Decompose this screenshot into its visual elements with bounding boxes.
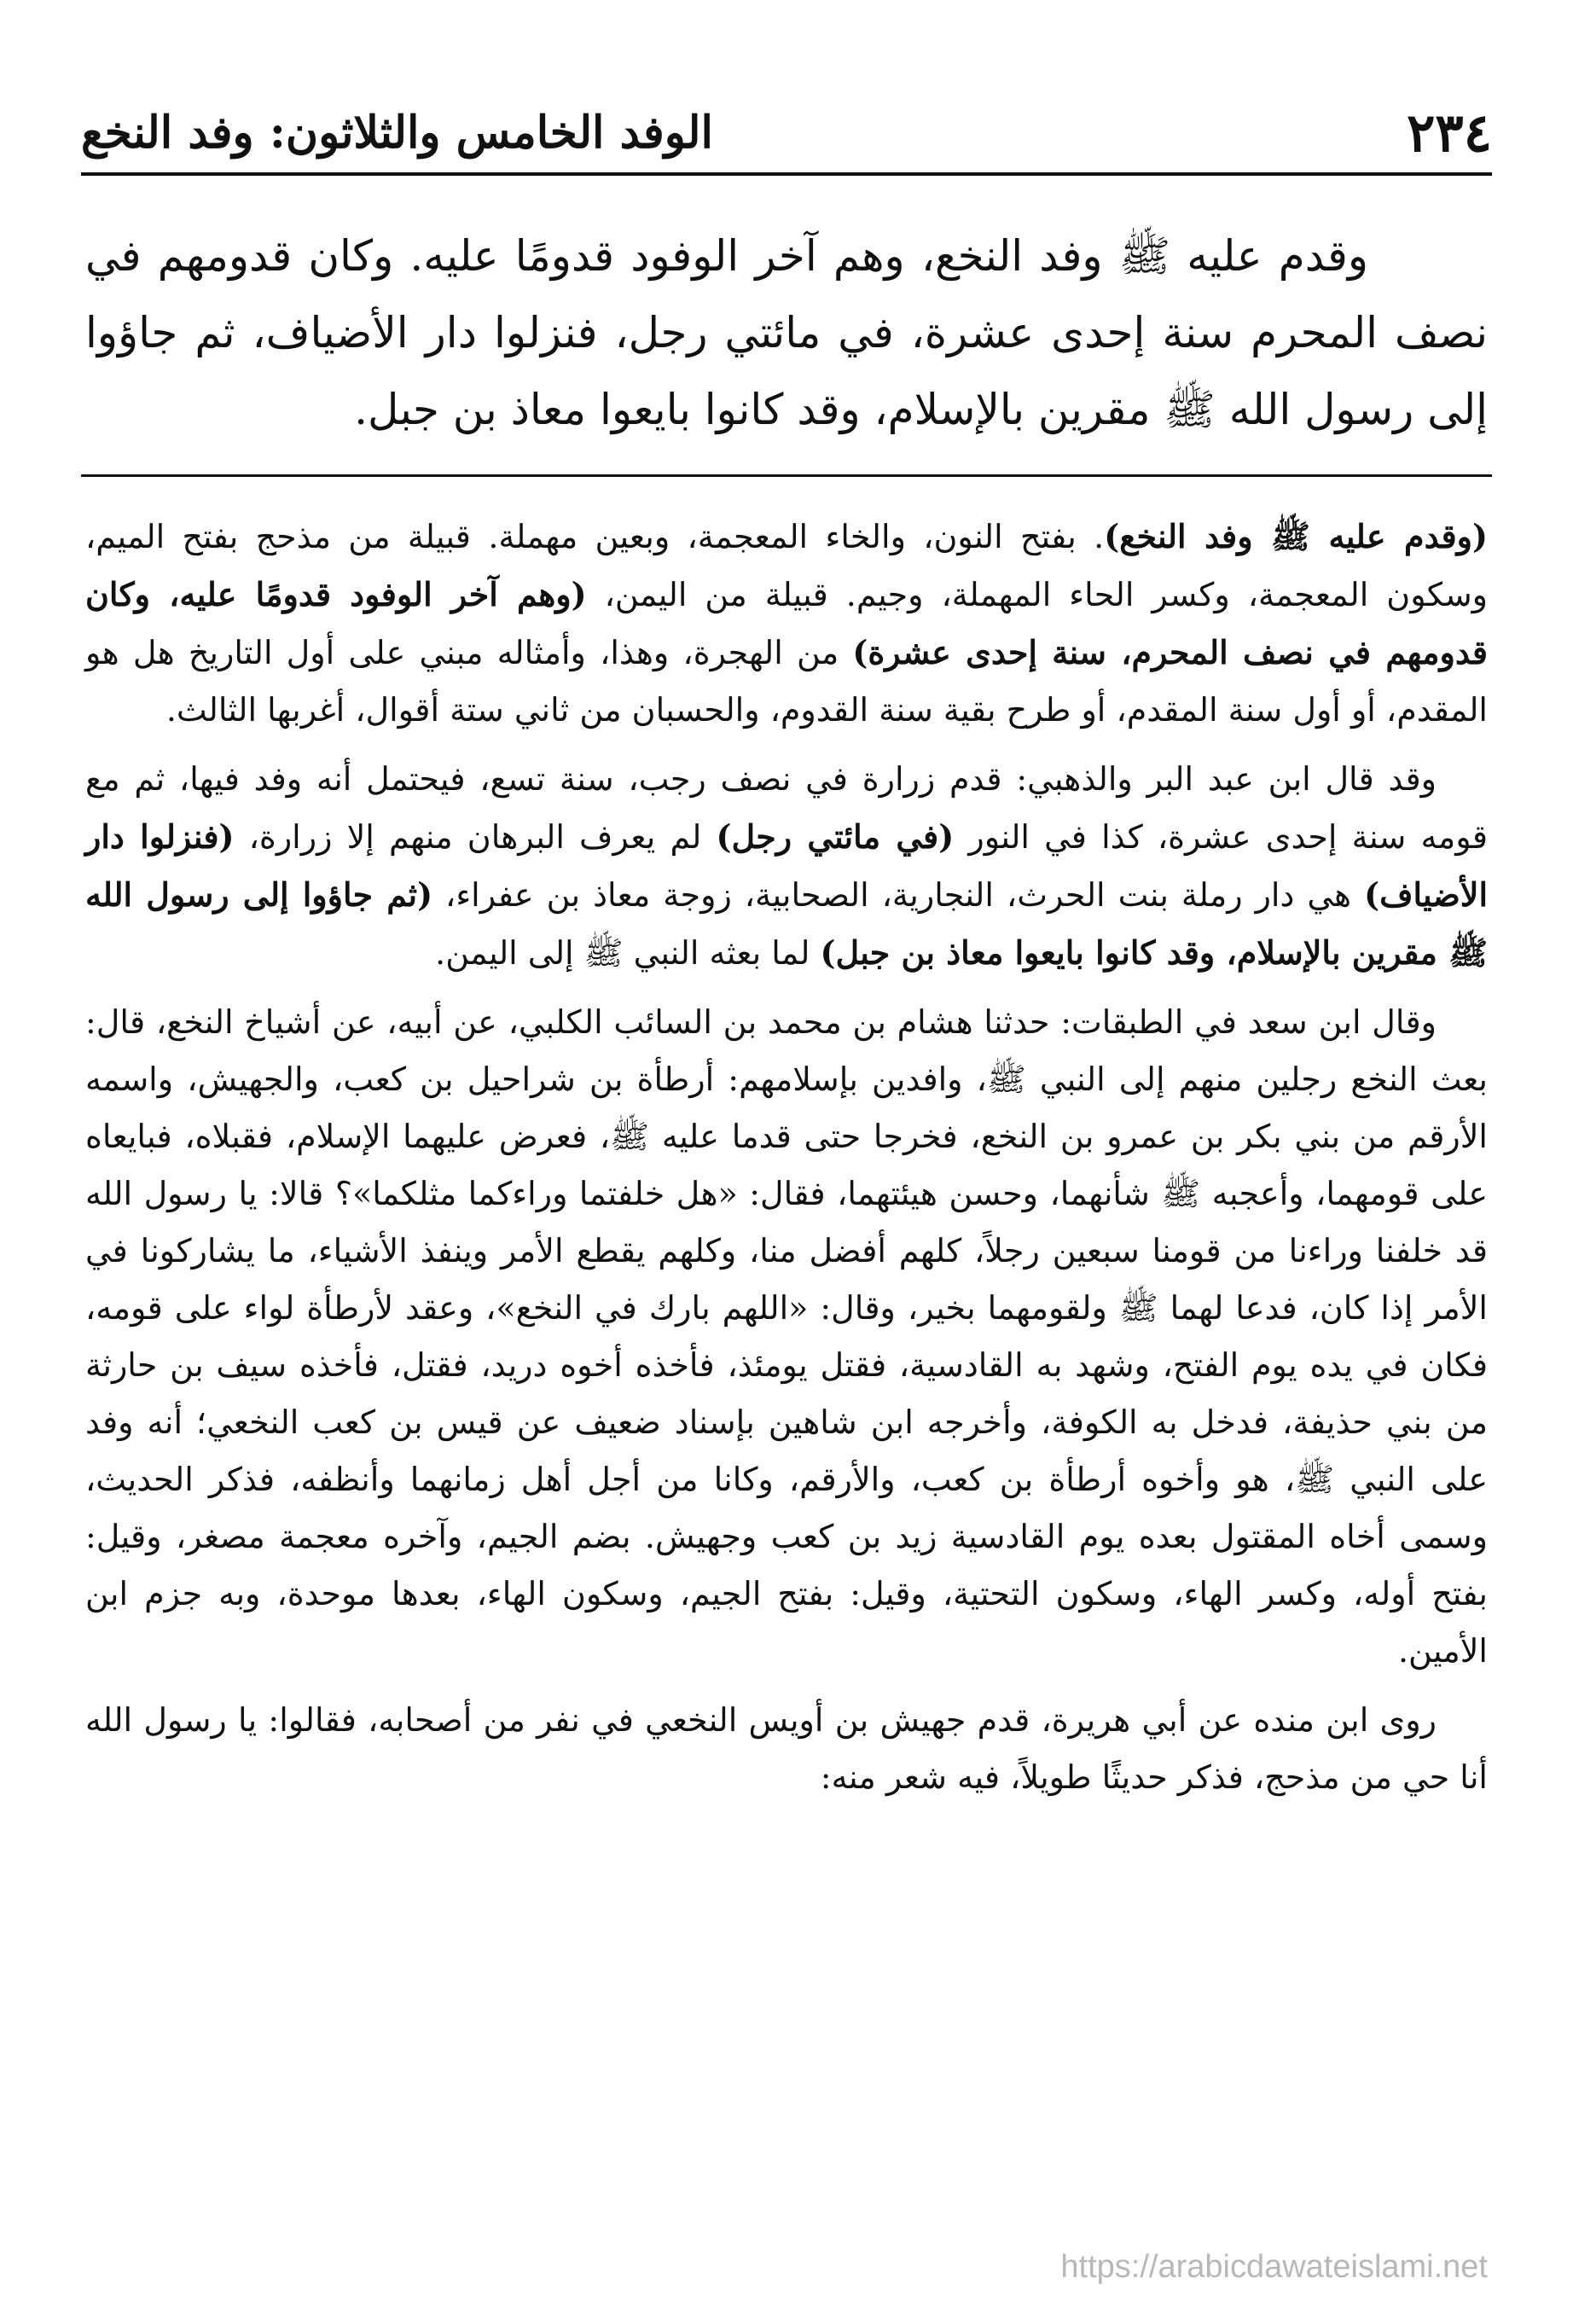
commentary-paragraph-3: وقال ابن سعد في الطبقات: حدثنا هشام بن محمد بن السائب الكلبي، عن أبيه، عن أشياخ النخع، قال: بعث النخع رجلين منهم إلى النبي ﷺ، وافدين بإسلامهم: أرطأة بن شراحيل بن كعب، والجهيش، واسمه الأرقم من بني بكر بن عمرو بن النخع، فخرجا حتى قدما عليه ﷺ، فعرض عليهما الإسلام، فقبلاه، فبايعاه على قومهما، وأعجبه ﷺ شأنهما، وحسن هيئتهما، فقال: «هل خلفتما وراءكما مثلكما»؟ قالا: يا رسول الله قد خلفنا وراءنا من قومنا سبعين رجلاً، كلهم أفضل منا، وكلهم يقطع الأمر وينفذ الأشياء، ما يشاركونا في الأمر إذا كان، فدعا لهما ﷺ ولقومهما بخير، وقال: «اللهم بارك في النخع»، وعقد لأرطأة لواء على قومه، فكان في يده يوم الفتح، وشهد به القادسية، فقتل يومئذ، فأخذه أخوه دريد، فقتل، فأخذه سيف بن حارثة من بني حذيفة، فدخل به الكوفة، وأخرجه ابن شاهين بإسناد ضعيف عن قيس بن كعب النخعي؛ أنه وفد على النبي ﷺ، هو وأخوه أرطأة بن كعب، والأرقم، وكانا من أجل أهل زمانهما وأنظفه، فذكر الحديث، وسمى أخاه المقتول بعده يوم القادسية زيد بن كعب وجهيش. بضم الجيم، وآخره معجمة مصغر، وقيل: بفتح أوله، وكسر الهاء، وسكون التحتية، وقيل: بفتح الجيم، وسكون الهاء، بعدها موحدة، وبه جزم ابن الأمين.: [85, 1003, 1488, 1670]
commentary-text-run: . بفتح النون، والخاء المعجمة، وبعين مهملة. قبيلة من مذحج بفتح الميم، وسكون المعجمة، وكسر الحاء المهملة، وجيم. قبيلة من اليمن،: [85, 518, 1489, 613]
main-paragraph: وقدم عليه ﷺ وفد النخع، وهم آخر الوفود قدومًا عليه. وكان قدومهم في نصف المحرم سنة إحدى عشرة، في مائتي رجل، فنزلوا دار الأضياف، ثم جاؤوا إلى رسول الله ﷺ مقرين بالإسلام، وقد كانوا بايعوا معاذ بن جبل.: [85, 231, 1488, 434]
quoted-phrase: (فنزلوا دار الأضياف): [85, 817, 1489, 914]
commentary-text-run: هي دار رملة بنت الحرث، النجارية، الصحابية، زوجة معاذ بن عفراء،: [432, 876, 1365, 914]
commentary-paragraph-4: روى ابن منده عن أبي هريرة، قدم جهيش بن أويس النخعي في نفر من أصحابه، فقالوا: يا رسول الله أنا حي من مذحج، فذكر حديثًا طويلاً، فيه شعر منه:: [85, 1701, 1488, 1796]
main-text: [85, 218, 1488, 448]
watermark-url: https://arabicdawateislami.net: [1060, 2249, 1488, 2285]
commentary-paragraph-2: [85, 751, 1488, 982]
running-title: الوفد الخامس والثلاثون: وفد النخع: [81, 106, 713, 159]
quoted-phrase: (وهم آخر الوفود قدومًا عليه، وكان قدومهم في نصف المحرم، سنة إحدى عشرة): [85, 575, 1488, 671]
commentary-text-run: من الهجرة، وهذا، وأمثاله مبني على أول التاريخ هل هو المقدم، أو أول سنة المقدم، أو طرح بقية سنة القدوم، والحسبان من ثاني ستة أقوال، أغربها الثالث.: [85, 634, 1488, 729]
quoted-phrase: (في مائتي رجل): [716, 817, 955, 856]
commentary-divider: [81, 474, 1492, 477]
quoted-phrase: (ثم جاؤوا إلى رسول الله ﷺ مقرين بالإسلام، وقد كانوا بايعوا معاذ بن جبل): [85, 875, 1488, 972]
commentary-text: [85, 508, 1488, 1818]
commentary-text-run: لما بعثه النبي ﷺ إلى اليمن.: [435, 934, 821, 972]
quoted-phrase: (وقدم عليه ﷺ وفد النخع): [1104, 517, 1489, 555]
commentary-text-run: وقد قال ابن عبد البر والذهبي: قدم زرارة في نصف رجب، سنة تسع، فيحتمل أنه وفد فيها، ثم مع قومه سنة إحدى عشرة، كذا في النور: [85, 760, 1489, 856]
page-number: ٢٣٤: [1407, 101, 1492, 164]
commentary-paragraph-1: [85, 508, 1488, 739]
page-header: [81, 90, 1492, 175]
header-divider: [81, 172, 1492, 176]
commentary-text-run: لم يعرف البرهان منهم إلا زرارة،: [234, 818, 717, 856]
